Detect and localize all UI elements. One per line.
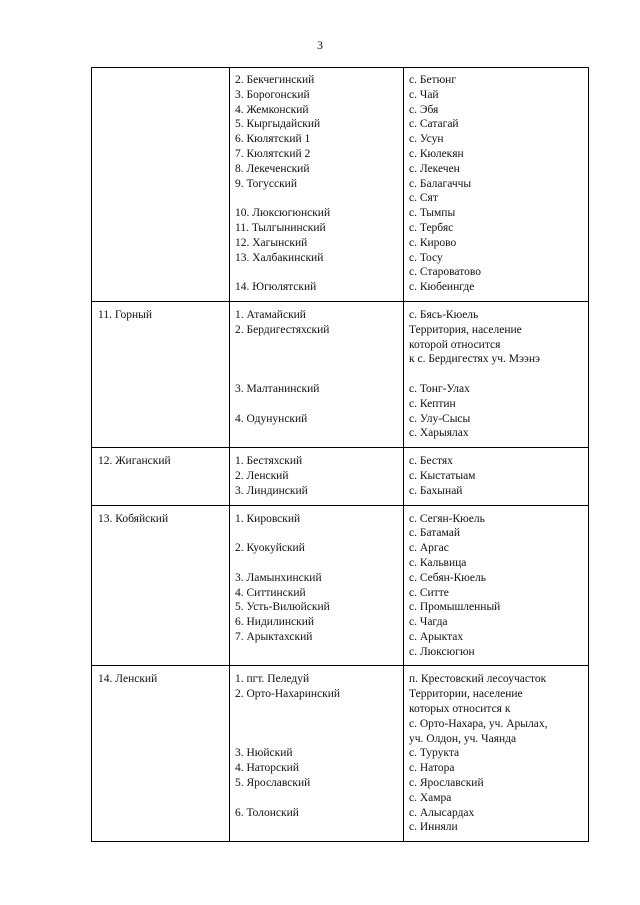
village-line: с. Чагда	[409, 616, 448, 629]
village-cell	[404, 301, 589, 447]
village-line: с. Харыялах	[409, 427, 469, 440]
table-row	[92, 448, 589, 505]
village-line: с. Сегян-Кюель	[409, 512, 485, 525]
village-line: с. Кептин	[409, 397, 456, 410]
village-line: с. Алысардах	[409, 806, 475, 819]
district-cell	[92, 666, 230, 842]
village-line: с. Кирово	[409, 236, 457, 249]
settlement-cell	[230, 505, 404, 666]
settlement-line: 4. Ситтинский	[235, 586, 306, 599]
settlement-line	[235, 338, 399, 353]
settlement-line	[235, 265, 399, 280]
village-line: с. Орто-Нахара, уч. Арылах,	[409, 717, 548, 730]
settlement-line: 1. Бестяхский	[235, 455, 303, 468]
village-line: с. Бахынай	[409, 484, 463, 497]
settlement-line	[235, 397, 399, 412]
settlement-cell	[230, 448, 404, 505]
settlement-line: 2. Куокуйский	[235, 542, 305, 555]
settlement-line: 7. Кюлятский 2	[235, 147, 311, 160]
settlement-line	[235, 820, 399, 835]
village-line: с. Тербяс	[409, 221, 454, 234]
table-row	[92, 666, 589, 842]
village-line: с. Балагаччы	[409, 177, 472, 190]
village-line: с. Арыктах	[409, 630, 464, 643]
village-line: к с. Бердигестях уч. Мээнэ	[409, 353, 540, 366]
settlement-line: 9. Тогусский	[235, 177, 297, 190]
settlement-line: 7. Арыктахский	[235, 630, 313, 643]
village-line: с. Бестях	[409, 455, 453, 468]
table-row	[92, 68, 589, 302]
settlement-line	[235, 732, 399, 747]
village-line: с. Промышленный	[409, 601, 501, 614]
settlement-cell	[230, 666, 404, 842]
settlement-line: 2. Бердигестяхский	[235, 323, 330, 336]
settlement-line: 1. пгт. Пеледуй	[235, 673, 310, 686]
settlement-line: 12. Хагынский	[235, 236, 308, 249]
settlement-line: 3. Линдинский	[235, 484, 308, 497]
settlement-line: 5. Кыргыдайский	[235, 118, 321, 131]
village-line: с. Чай	[409, 88, 439, 101]
village-line: с. Сят	[409, 192, 438, 205]
settlement-line: 4. Наторский	[235, 762, 299, 775]
settlement-line: 3. Малтанинский	[235, 382, 320, 395]
district-cell	[92, 301, 230, 447]
settlement-line: 10. Люксюгюнский	[235, 207, 331, 220]
settlement-line	[235, 645, 399, 660]
village-line: с. Кюлекян	[409, 147, 464, 160]
table-row	[92, 301, 589, 447]
settlement-line: 2. Ленский	[235, 469, 289, 482]
settlement-line: 5. Усть-Вилюйский	[235, 601, 330, 614]
village-cell	[404, 448, 589, 505]
village-line: с. Усун	[409, 133, 444, 146]
district-name: 14. Ленский	[98, 673, 158, 686]
village-line: с. Тонг-Улах	[409, 382, 470, 395]
village-line: с. Лекечен	[409, 162, 460, 175]
village-line: с. Эбя	[409, 103, 439, 116]
village-line: которых относится к	[409, 703, 511, 716]
village-line: с. Ситте	[409, 586, 449, 599]
village-line: п. Крестовский лесоучасток	[409, 673, 547, 686]
village-line: Территории, население	[409, 688, 523, 701]
table-row	[92, 505, 589, 666]
settlement-line	[235, 426, 399, 441]
district-name: 12. Жиганский	[98, 455, 171, 468]
village-line: с. Кюбеингде	[409, 281, 475, 294]
settlement-cell	[230, 68, 404, 302]
village-line: с. Турукта	[409, 747, 460, 760]
settlement-line	[235, 791, 399, 806]
settlement-line: 13. Халбакинский	[235, 251, 324, 264]
village-line: с. Сатагай	[409, 118, 459, 131]
settlement-line	[235, 191, 399, 206]
settlement-line: 4. Жемконский	[235, 103, 309, 116]
settlement-line: 3. Нюйский	[235, 747, 293, 760]
village-line: с. Староватово	[409, 266, 481, 279]
settlement-line: 3. Ламынхинский	[235, 571, 322, 584]
village-cell	[404, 666, 589, 842]
settlement-line: 3. Борогонский	[235, 88, 310, 101]
district-name	[98, 73, 225, 88]
settlement-line: 14. Югюлятский	[235, 281, 317, 294]
district-cell	[92, 448, 230, 505]
settlement-line: 4. Одунунский	[235, 412, 308, 425]
village-cell	[404, 68, 589, 302]
village-line: с. Инняли	[409, 821, 458, 834]
settlement-line: 8. Лекеченский	[235, 162, 310, 175]
village-cell	[404, 505, 589, 666]
village-line: которой относится	[409, 338, 501, 351]
districts-table	[91, 67, 589, 842]
settlement-line	[235, 717, 399, 732]
village-line: с. Бетюнг	[409, 74, 457, 86]
village-line: Территория, население	[409, 323, 522, 336]
settlement-line: 5. Ярославский	[235, 777, 311, 790]
village-line: с. Себян-Кюель	[409, 571, 486, 584]
settlement-line: 6. Кюлятский 1	[235, 133, 311, 146]
village-line: с. Кальвица	[409, 556, 467, 569]
district-name: 11. Горный	[98, 308, 152, 321]
settlement-line	[235, 367, 399, 382]
village-line: с. Улу-Сысы	[409, 412, 471, 425]
settlement-line: 11. Тылгынинский	[235, 221, 326, 234]
village-line	[409, 367, 584, 382]
district-cell	[92, 68, 230, 302]
settlement-line: 1. Атамайский	[235, 308, 306, 321]
settlement-line	[235, 556, 399, 571]
village-line: с. Ярославский	[409, 777, 484, 790]
village-line: с. Аргас	[409, 542, 449, 555]
settlement-line: 2. Орто-Нахаринский	[235, 688, 341, 701]
village-line: с. Люксюгюн	[409, 645, 475, 658]
village-line: с. Тымпы	[409, 207, 456, 220]
settlement-line	[235, 526, 399, 541]
settlement-line: 1. Кировский	[235, 512, 301, 525]
village-line: с. Хамра	[409, 791, 452, 804]
village-line: с. Тосу	[409, 251, 443, 264]
settlement-line: 6. Нидилинский	[235, 616, 315, 629]
village-line: с. Бясь-Кюель	[409, 308, 479, 321]
village-line: с. Натора	[409, 762, 455, 775]
settlement-line	[235, 352, 399, 367]
settlement-line: 2. Бекчегинский	[235, 74, 315, 86]
page-number: 3	[317, 38, 323, 52]
settlement-line: 6. Толонский	[235, 806, 299, 819]
district-cell	[92, 505, 230, 666]
village-line: с. Батамай	[409, 527, 460, 540]
settlement-cell	[230, 301, 404, 447]
village-line: с. Кыстатыам	[409, 469, 476, 482]
village-line: уч. Олдон, уч. Чаянда	[409, 732, 517, 745]
district-name: 13. Кобяйский	[98, 512, 169, 525]
settlement-line	[235, 702, 399, 717]
